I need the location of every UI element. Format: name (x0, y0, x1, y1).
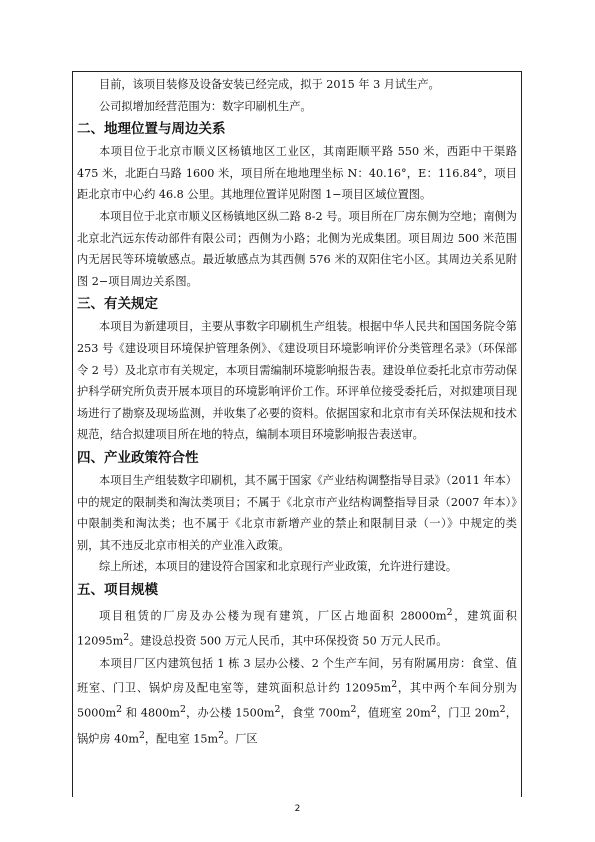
regulations-paragraph: 本项目为新建项目，主要从事数字印刷机生产组装。根据中华人民共和国国务院令第 253 号《建设项目环境保护管理条例》、《建设项目环境影响评价分类管理名录》（环保部令 2 号）及北京市有关规定，本项目需编制环境影响报告表。建设单位委托北京市劳动保护科学研究所负责开展本项目的环境影响评价工作。环评单位接受委托后，对拟建项目现场进行了勘察及现场监测，并收集了必要的资料。依据国家和北京市有关环保法规和技术规范，结合拟建项目所在地的特点，编制本项目环境影响报告表送审。 (77, 320, 517, 442)
location-paragraph: 本项目位于北京市顺义区杨镇地区工业区，其南距顺平路 550 米，西距中干渠路 475 米，北距白马路 1600 米，项目所在地地理坐标 N：40.16°，E：116.84°，项目距北京市中心约 46.8 公里。其地理位置详见附图 1−项目区域位置图。 (77, 145, 517, 202)
document-body (77, 74, 517, 750)
scale-paragraph-area: 项目租赁的厂房及办公楼为现有建筑，厂区占地面积 $28000m^2$，建筑面积 $12095m^2$。建设总投资 500 万元人民币，其中环保投资 50 万元人民币。 (77, 606, 517, 648)
page-number: 2 (294, 804, 301, 814)
policy-conclusion-paragraph: 综上所述，本项目的建设符合国家和北京现行产业政策，允许进行建设。 (99, 560, 458, 574)
intro-paragraph: 目前，该项目装修及设备安装已经完成，拟于 2015 年 3 月试生产。 (99, 78, 440, 91)
section-heading-scale: 五、项目规模 (77, 581, 158, 598)
scale-paragraph-buildings: 本项目厂区内建筑包括 1 栋 3 层办公楼、2 个生产车间，另有附属用房：食堂、值班室、门卫、锅炉房及配电室等，建筑面积总计约 $12095m^2$，其中两个车间分别为 $5000m^2$ 和 $4800m^2$，办公楼 $1500m^2$，食堂 $700m^2$，值班室 $20m^2$，门卫 $20m^2$，锅炉房 $40m^2$，配电室 $15m^2$。厂区 (77, 656, 517, 746)
policy-paragraph: 本项目生产组装数字印刷机，其不属于国家《产业结构调整指导目录》（2011 年本）中的规定的限制类和淘汰类项目；不属于《北京市产业结构调整指导目录（2007 年本）》中限制类和淘汰类；也不属于《北京市新增产业的禁止和限制目录（一）》中规定的类别，其不违反北京市相关的产业准入政策。 (77, 473, 517, 552)
document-frame (72, 71, 522, 797)
section-heading-regulations: 三、有关规定 (77, 296, 158, 313)
section-heading-location: 二、地理位置与周边关系 (77, 121, 226, 138)
section-heading-policy: 四、产业政策符合性 (77, 449, 199, 466)
surroundings-paragraph: 本项目位于北京市顺义区杨镇地区纵二路 8-2 号。项目所在厂房东侧为空地；南侧为北京北汽远东传动部件有限公司；西侧为小路；北侧为光成集团。项目周边 500 米范围内无居民等环境敏感点。最近敏感点为其西侧 576 米的双阳住宅小区。其周边关系见附图 2−项目周边关系图。 (77, 209, 517, 288)
intro-paragraph: 公司拟增加经营范围为：数字印刷机生产。 (99, 99, 312, 113)
